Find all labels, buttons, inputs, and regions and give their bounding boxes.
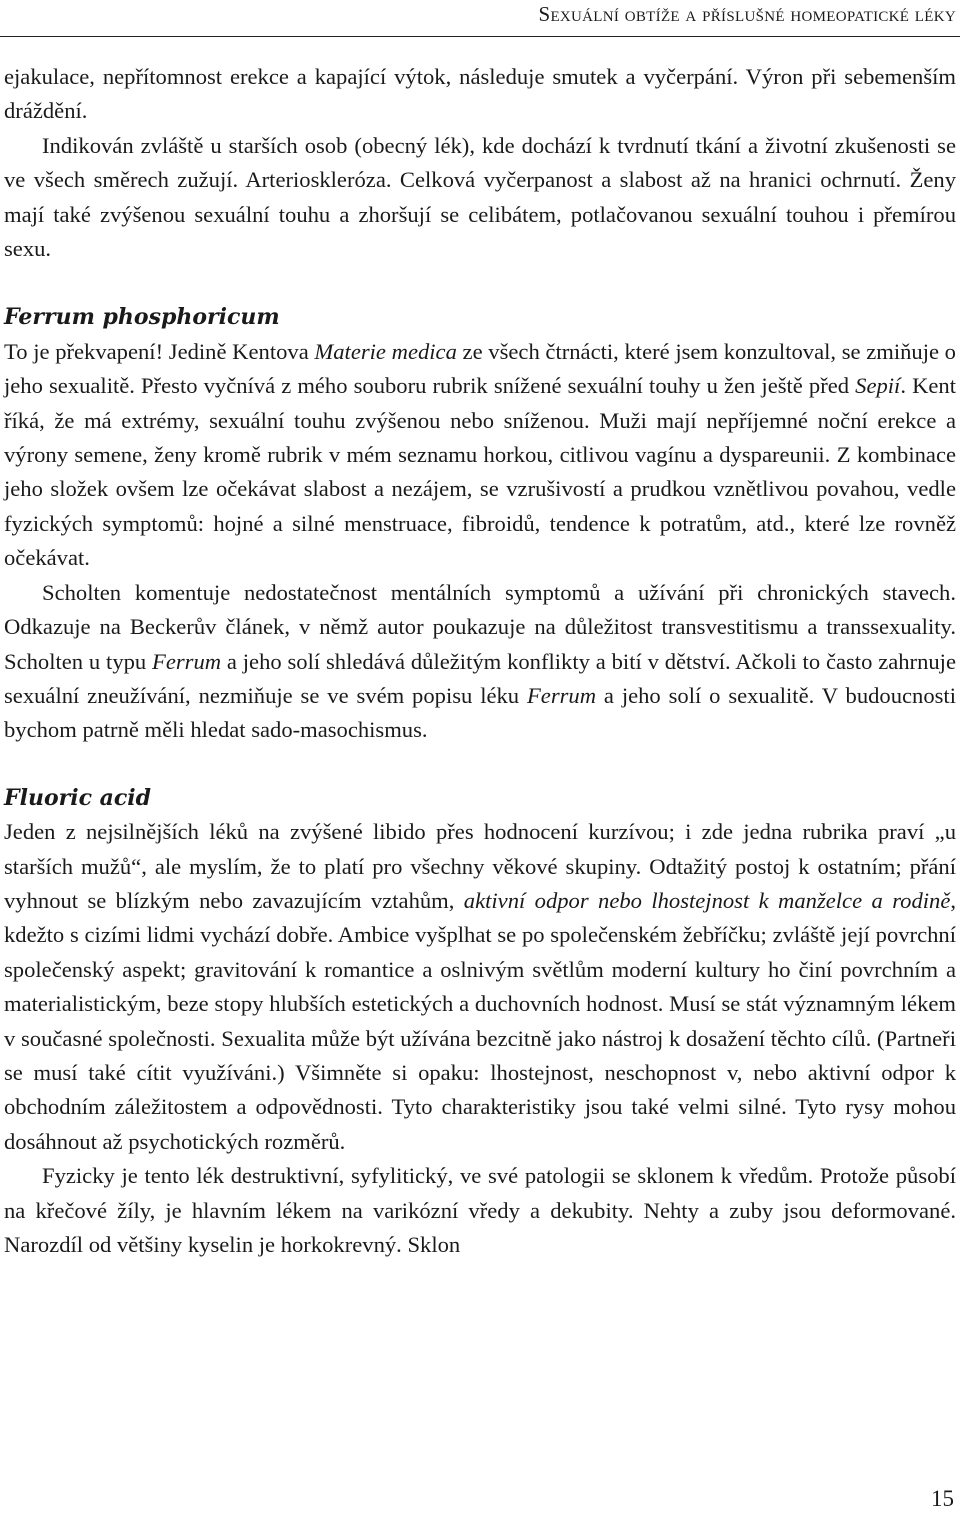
section-heading-ferrum-phosphoricum: Ferrum phosphoricum	[4, 304, 280, 331]
emphasis-aktivni-odpor: aktivní odpor nebo lhostejnost k manželce a rodině	[463, 887, 951, 913]
section-heading-fluoric-acid: Fluoric acid	[4, 784, 152, 811]
running-header: Sexuální obtíže a příslušné homeopatické léky	[538, 2, 956, 26]
page-number: 15	[931, 1486, 954, 1511]
emphasis-ferrum: Ferrum	[152, 648, 222, 674]
header-rule	[0, 36, 960, 37]
paragraph-intro-indication: Indikován zvláště u starších osob (obecný lék), kde dochází k tvrdnutí tkání a životní zkušenosti se ve všech směrech zužují. Arterioskleróza. Celková vyčerpanost a slabost až na hranici ochrnutí. Ženy mají také zvýšenou sexuální touhu a zhoršují se celibátem, potlačovanou sexuální touhou i přemírou sexu.	[4, 132, 956, 262]
paragraph-fluoric-1: Jeden z nejsilnějších léků na zvýšené libido přes hodnocení kurzívou; i zde jedna rubrika praví „u starších mužů“, ale myslím, že to platí pro všechny věkové skupiny. Odtažitý postoj k ostatním; přání vyhnout se blízkým nebo zavazujícím vztahům, aktivní odpor nebo lhostejnost k manželce a rodině, kdežto s cizími lidmi vychází dobře. Ambice vyšplhat se po společenském žebříčku; zvláště její povrchní společenský aspekt; gravitování k romantice a oslnivým světlům moderní kultury ho činí povrchním a materialistickým, beze stopy hlubších estetických a duchovních hodnost. Musí se stát významným lékem v současné společnosti. Sexualita může být užívána bezcitně jako nástroj k dosažení těchto cílů. (Partneři se musí také cítit využíváni.) Všimněte si opaku: lhostejnost, neschopnost v, nebo aktivní odpor k obchodním záležitostem a odpovědnosti. Tyto charakteristiky jsou také velmi silné. Tyto rysy mohou dosáhnout až psychotických rozměrů.	[4, 819, 956, 1154]
emphasis-sepii: Sepií	[855, 373, 901, 399]
page-body	[4, 60, 956, 1262]
paragraph-ferrum-2: Scholten komentuje nedostatečnost mentálních symptomů a užívání při chronických stavech. Odkazuje na Beckerův článek, v němž autor poukazuje na důležitost transvestitismu a transsexuality. Scholten u typu Ferrum a jeho solí shledává důležitým konflikty a bití v dětství. Ačkoli to často zahrnuje sexuální zneužívání, nezmiňuje se ve svém popisu léku Ferrum a jeho solí o sexualitě. V budoucnosti bychom patrně měli hledat sado-masochismus.	[4, 579, 956, 743]
paragraph-intro-continuation: ejakulace, nepřítomnost erekce a kapající výtok, následuje smutek a vyčerpání. Výron při sebemenším dráždění.	[4, 64, 956, 124]
paragraph-fluoric-2: Fyzicky je tento lék destruktivní, syfylitický, ve své patologii se sklonem k vředům. Protože působí na křečové žíly, je hlavním lékem na varikózní vředy a dekubity. Nehty a zuby jsou deformované. Narozdíl od většiny kyselin je horkokrevný. Sklon	[4, 1163, 956, 1257]
emphasis-materie-medica: Materie medica	[314, 338, 457, 364]
paragraph-ferrum-1: To je překvapení! Jedině Kentova Materie medica ze všech čtrnácti, které jsem konzultoval, se zmiňuje o jeho sexualitě. Přesto vyčnívá z mého souboru rubrik snížené sexuální touhy u žen ještě před Sepií. Kent říká, že má extrémy, sexuální touhu zvýšenou nebo sníženou. Muži mají nepříjemné noční erekce a výrony semene, ženy kromě rubrik v mém seznamu horkou, citlivou vagínu a dyspareunii. Z kombinace jeho složek ovšem lze očekávat slabost a nezájem, se vzrušivostí a prudkou vznětlivou povahou, vedle fyzických symptomů: hojné a silné menstruace, fibroidů, tendence k potratům, atd., které lze rovněž očekávat.	[4, 338, 957, 571]
emphasis-ferrum: Ferrum	[526, 682, 597, 708]
